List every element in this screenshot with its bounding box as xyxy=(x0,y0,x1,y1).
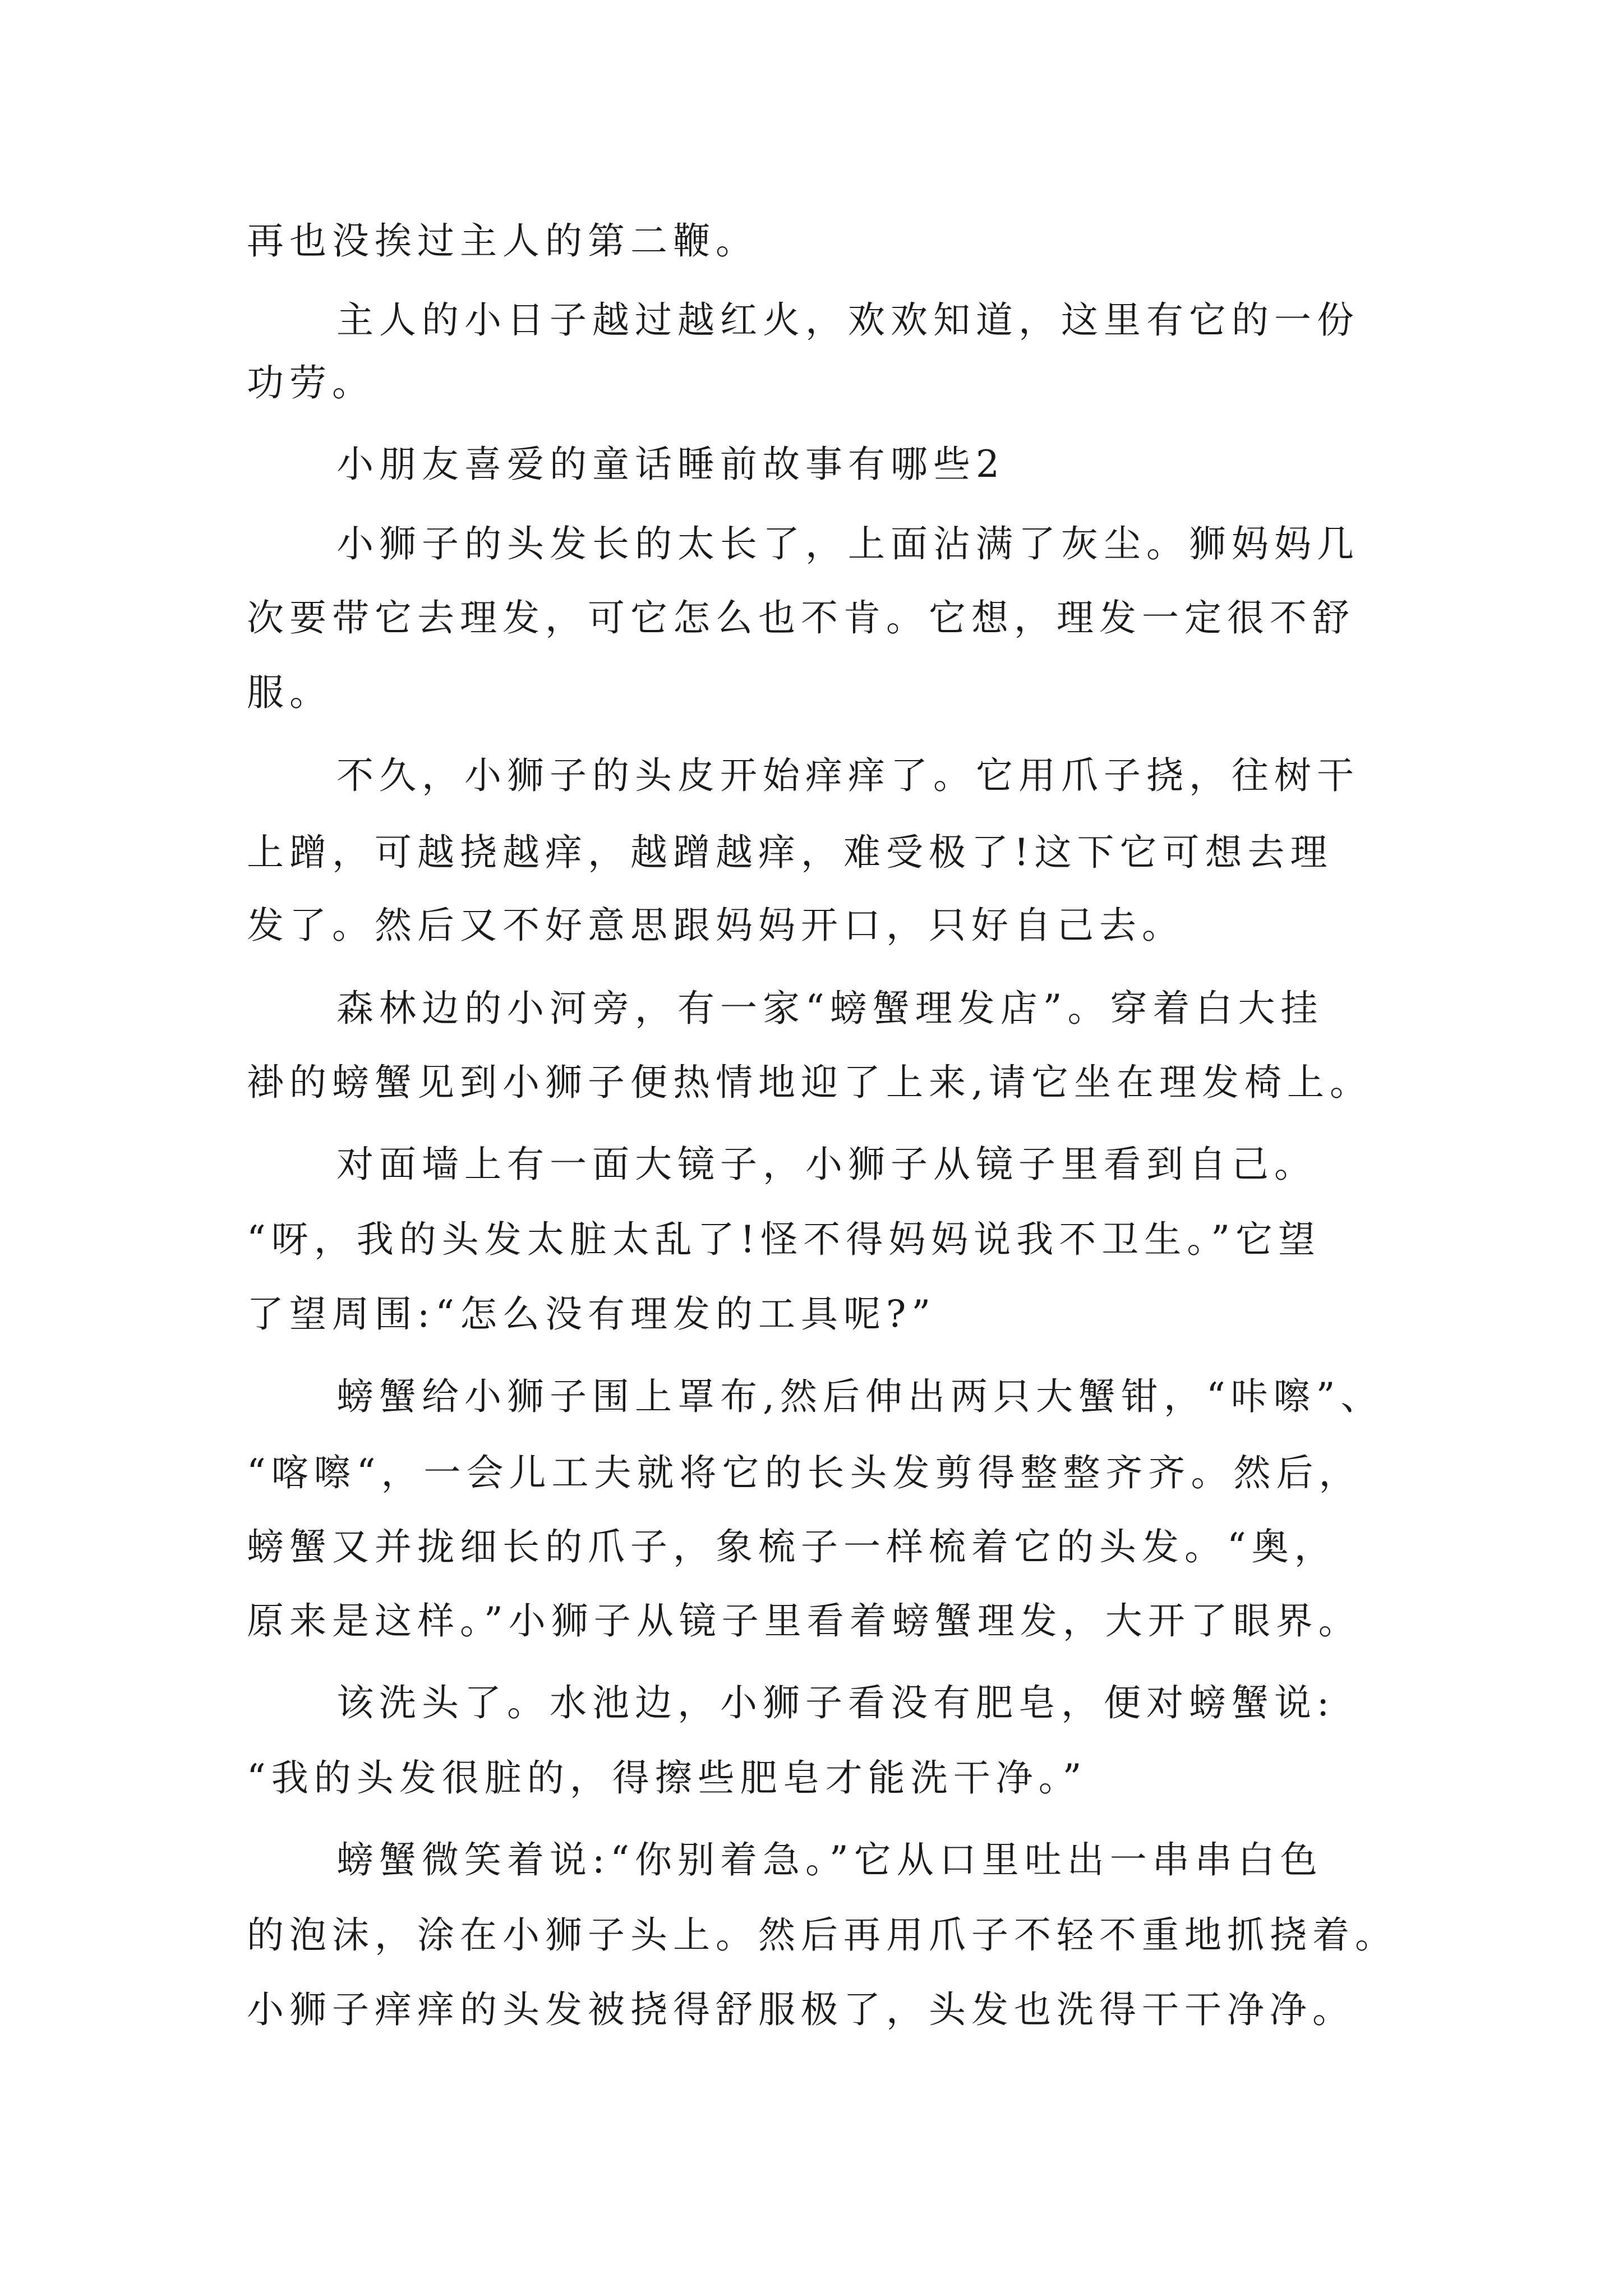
text-line: 褂的螃蟹见到小狮子便热情地迎了上来,请它坐在理发椅上。 xyxy=(247,1061,1372,1104)
text-line: 主人的小日子越过越红火，欢欢知道，这里有它的一份 xyxy=(336,298,1359,342)
text-line: 次要带它去理发，可它怎么也不肯。它想，理发一定很不舒 xyxy=(247,596,1355,639)
text-line: 小狮子的头发长的太长了，上面沾满了灰尘。狮妈妈几 xyxy=(336,522,1359,565)
text-line: 对面墙上有一面大镜子，小狮子从镜子里看到自己。 xyxy=(336,1143,1317,1186)
text-line: “呀，我的头发太脏太乱了!怪不得妈妈说我不卫生。”它望 xyxy=(247,1218,1321,1261)
text-line: 上蹭，可越挠越痒，越蹭越痒，难受极了!这下它可想去理 xyxy=(247,831,1333,874)
text-line: 了望周围:“怎么没有理发的工具呢?” xyxy=(247,1292,937,1336)
text-line: “我的头发很脏的，得擦些肥皂才能洗干净。” xyxy=(247,1756,1087,1800)
text-line: 发了。然后又不好意思跟妈妈开口，只好自己去。 xyxy=(247,904,1184,947)
section-heading: 小朋友喜爱的童话睡前故事有哪些2 xyxy=(336,443,1005,486)
text-line: 的泡沫，涂在小狮子头上。然后再用爪子不轻不重地抓挠着。 xyxy=(247,1913,1398,1957)
text-line: 原来是这样。”小狮子从镜子里看着螃蟹理发，大开了眼界。 xyxy=(247,1599,1361,1642)
text-line: 螃蟹给小狮子围上罩布,然后伸出两只大蟹钳，“咔嚓”、 xyxy=(336,1375,1384,1418)
text-line: 不久，小狮子的头皮开始痒痒了。它用爪子挠，往树干 xyxy=(336,754,1359,797)
text-line: 小狮子痒痒的头发被挠得舒服极了，头发也洗得干干净净。 xyxy=(247,1988,1355,2031)
text-line: 螃蟹又并拢细长的爪子，象梳子一样梳着它的头发。“奥， xyxy=(247,1525,1337,1568)
text-line: 该洗头了。水池边，小狮子看没有肥皂，便对螃蟹说: xyxy=(336,1681,1335,1724)
text-line: 再也没挨过主人的第二鞭。 xyxy=(247,219,758,263)
text-line: 功劳。 xyxy=(247,361,375,404)
text-line: 服。 xyxy=(247,671,332,714)
text-line: 螃蟹微笑着说:“你别着急。”它从口里吐出一串串白色 xyxy=(336,1838,1323,1881)
text-line: “喀嚓“，一会儿工夫就将它的长头发剪得整整齐齐。然后， xyxy=(247,1451,1362,1494)
text-line: 森林边的小河旁，有一家“螃蟹理发店”。穿着白大挂 xyxy=(336,987,1324,1030)
